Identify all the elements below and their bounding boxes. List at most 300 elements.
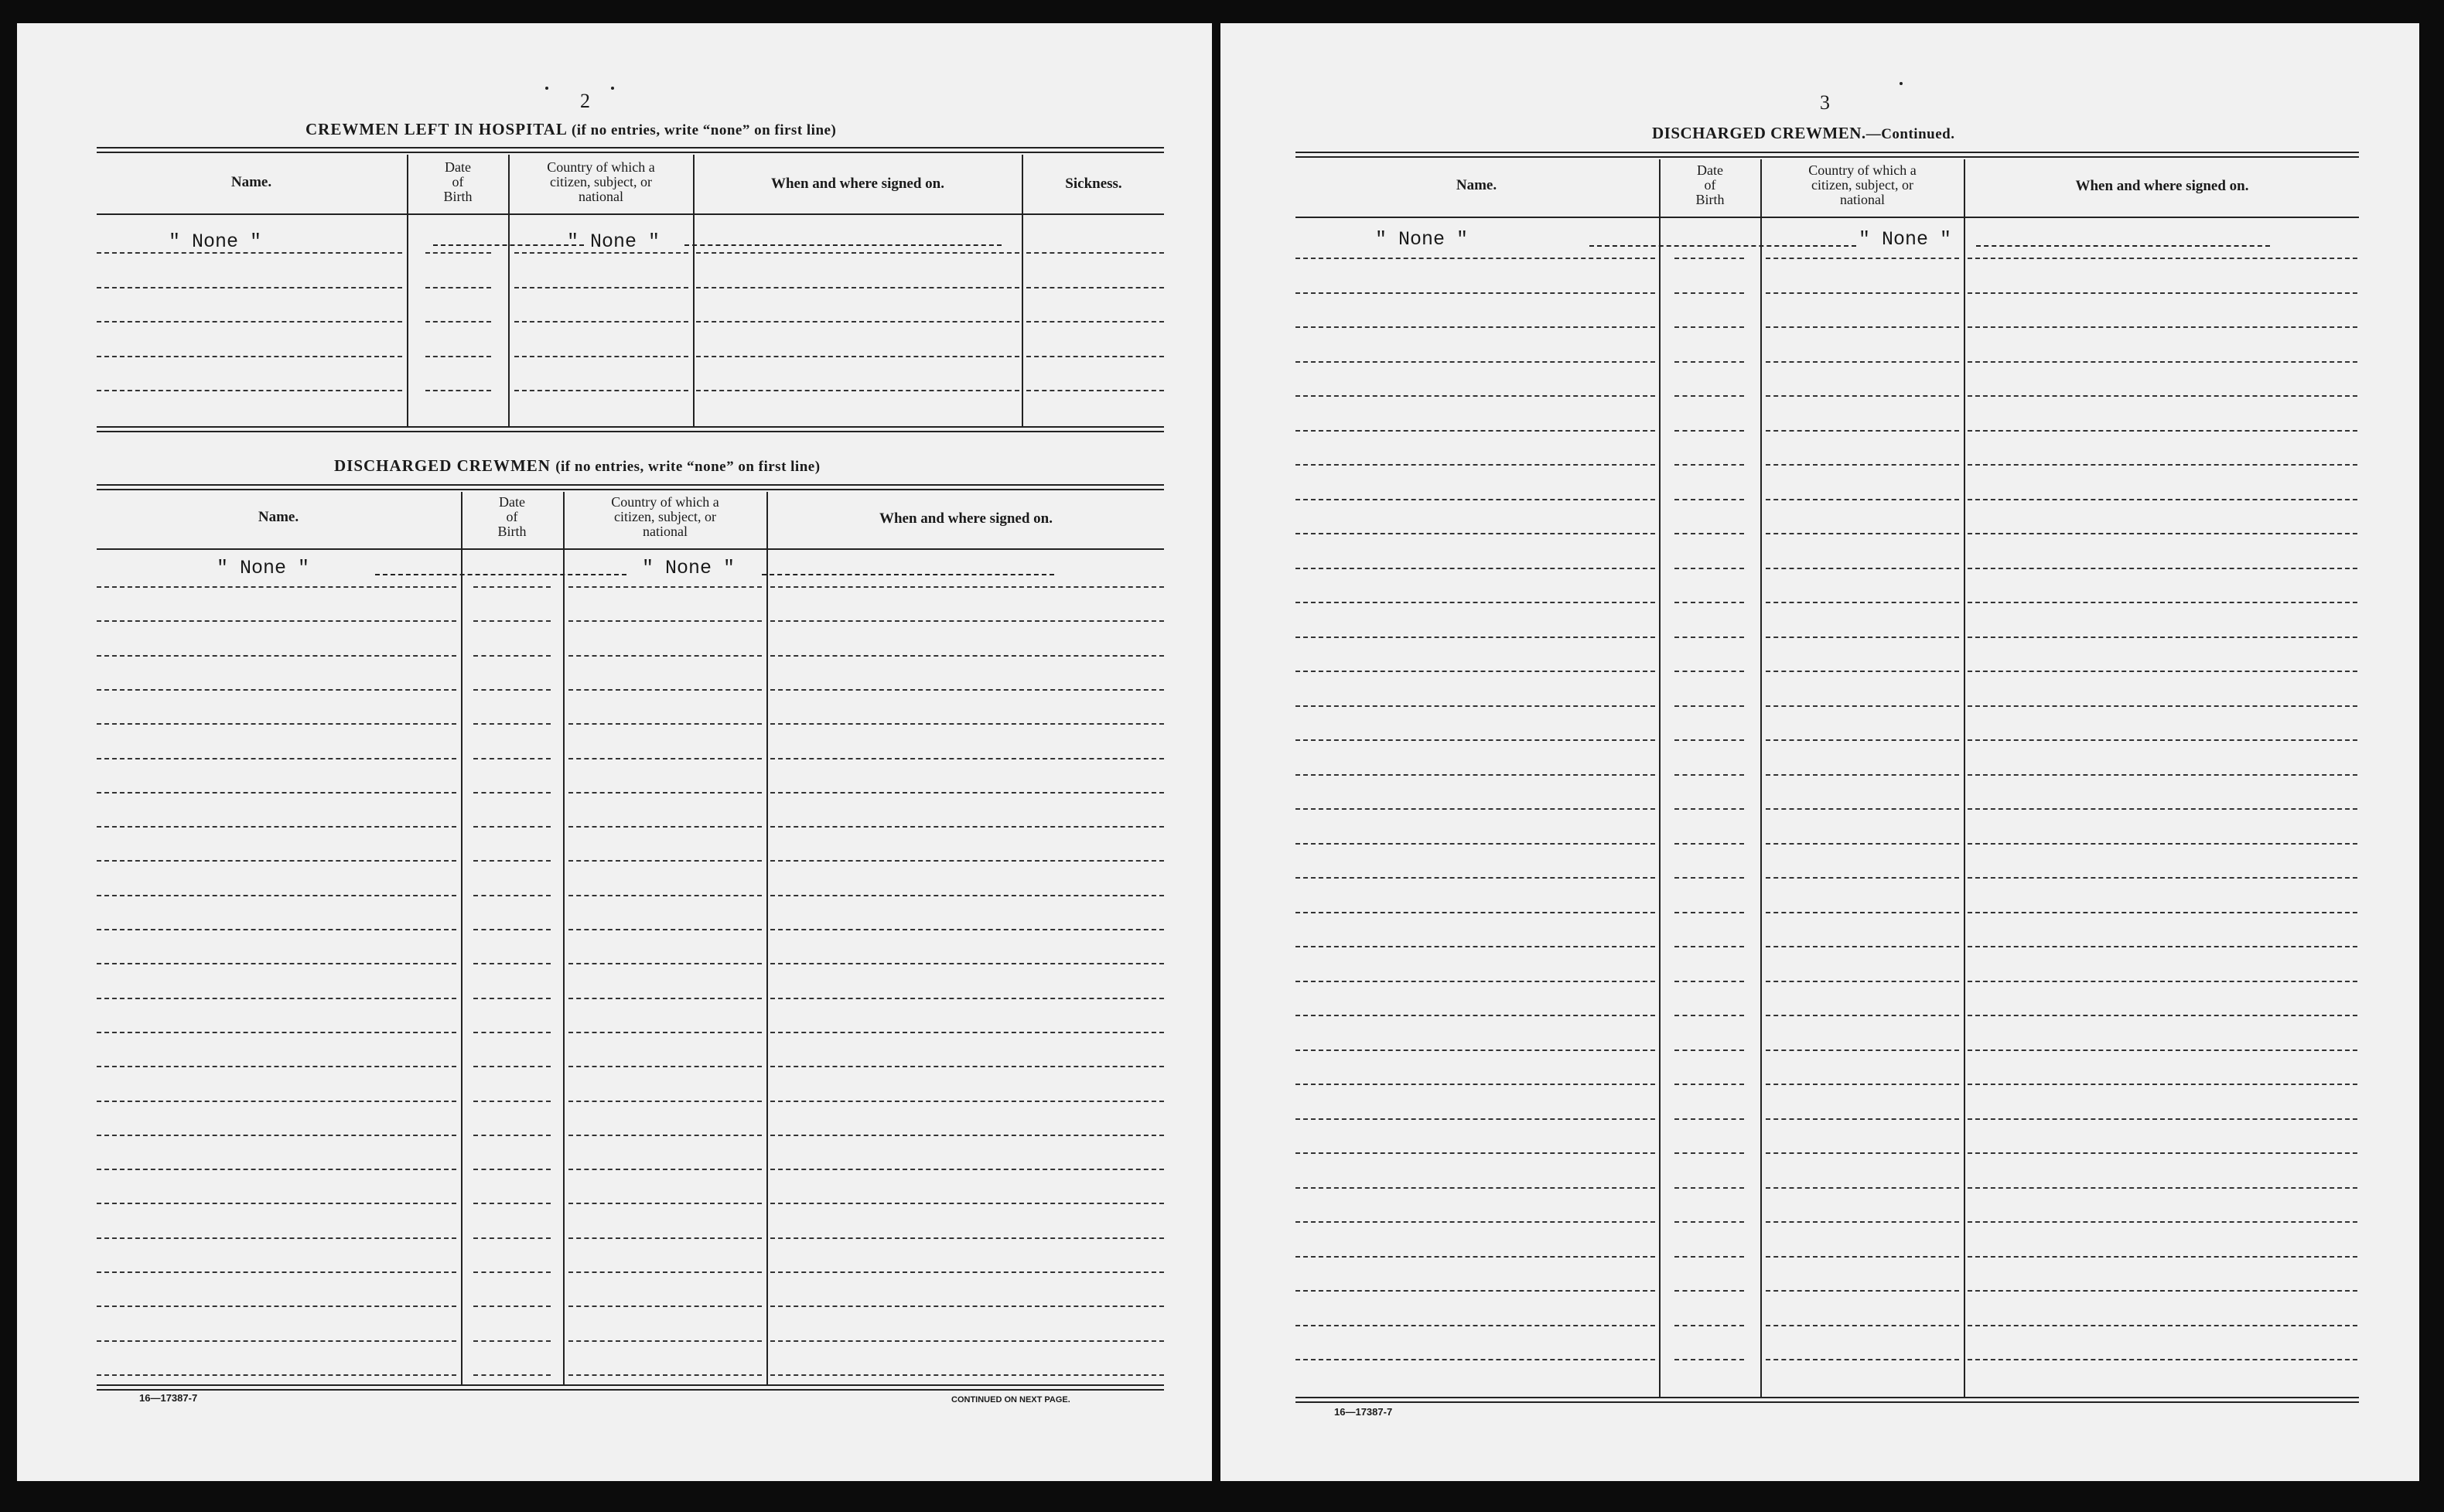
ruled-line (97, 792, 456, 794)
discharged-table-top-rule (97, 484, 1164, 490)
ruled-line (1968, 774, 2357, 776)
ruled-line (473, 758, 551, 759)
ruled-line (1674, 981, 1744, 982)
ruled-line (1766, 499, 1959, 500)
ruled-line (1766, 739, 1959, 741)
ruled-line (1295, 1015, 1655, 1016)
ruled-line (770, 895, 1164, 896)
ruled-line (1766, 361, 1959, 363)
ruled-line (1968, 326, 2357, 328)
ruled-line (770, 826, 1164, 828)
ruled-line (473, 860, 551, 862)
ruled-line (568, 689, 762, 691)
ruled-line (1766, 1050, 1959, 1051)
ruled-line (97, 1271, 456, 1273)
ruled-line (1674, 361, 1744, 363)
ruled-line (1968, 739, 2357, 741)
ruled-line (514, 287, 688, 288)
ruled-line (1766, 1325, 1959, 1326)
right-entry-dash (1976, 245, 2270, 247)
ruled-line (1968, 1015, 2357, 1016)
right-entry-dash (1589, 245, 1856, 247)
ruled-line (1766, 292, 1959, 294)
ruled-line (473, 1374, 551, 1376)
hospital-entry-country: " None " (567, 230, 660, 253)
ruled-line (473, 1271, 551, 1273)
ruled-line (97, 689, 456, 691)
ruled-line (568, 1203, 762, 1204)
ruled-line (1295, 808, 1655, 810)
ruled-line (1674, 602, 1744, 603)
ruled-line (473, 620, 551, 622)
ruled-line (1968, 602, 2357, 603)
ruled-line (696, 252, 1019, 254)
ruled-line (473, 963, 551, 964)
ruled-line (473, 792, 551, 794)
ruled-line (97, 929, 456, 930)
discharged-col-divider (563, 492, 565, 1386)
ruled-line (1674, 1221, 1744, 1223)
ruled-line (97, 1306, 456, 1307)
ruled-line (1968, 430, 2357, 432)
hospital-instruction: (if no entries, write “none” on first line) (571, 122, 837, 138)
ruled-line (1968, 1256, 2357, 1258)
ruled-line (1026, 321, 1164, 323)
ruled-line (1766, 1290, 1959, 1292)
ruled-line (473, 1135, 551, 1136)
ruled-line (473, 895, 551, 896)
ruled-line (1968, 1359, 2357, 1360)
hospital-entry-dash (684, 244, 1002, 246)
ruled-line (1766, 912, 1959, 913)
ruled-line (1674, 568, 1744, 569)
ruled-line (1674, 464, 1744, 466)
ruled-line (473, 1101, 551, 1102)
ruled-line (770, 1340, 1164, 1342)
ruled-line (1026, 356, 1164, 357)
right-entry-name: " None " (1375, 228, 1469, 251)
ruled-line (568, 1169, 762, 1170)
ruled-line (1766, 326, 1959, 328)
ruled-line (1674, 1152, 1744, 1154)
ruled-line (568, 586, 762, 588)
ruled-line (770, 586, 1164, 588)
hospital-table-top-rule (97, 147, 1164, 153)
ruled-line (1674, 1256, 1744, 1258)
ruled-line (1295, 774, 1655, 776)
ruled-line (568, 1101, 762, 1102)
ruled-line (1968, 1187, 2357, 1189)
ruled-line (1968, 981, 2357, 982)
right-title-suffix: —Continued. (1865, 126, 1955, 142)
ruled-line (1674, 1084, 1744, 1085)
hospital-title-text: CREWMEN LEFT IN HOSPITAL (306, 120, 567, 138)
ruled-line (1766, 637, 1959, 638)
hospital-entry-name: " None " (169, 230, 262, 253)
ruled-line (1026, 287, 1164, 288)
ruled-line (568, 998, 762, 999)
continued-note: CONTINUED ON NEXT PAGE. (951, 1395, 1070, 1404)
discharged-col-signed-on: When and where signed on. (879, 510, 1053, 527)
ruled-line (1295, 1290, 1655, 1292)
ruled-line (1968, 533, 2357, 534)
hospital-col-name: Name. (230, 174, 272, 190)
ruled-line (1968, 1152, 2357, 1154)
ruled-line (770, 1306, 1164, 1307)
ruled-line (97, 1032, 456, 1033)
ruled-line (770, 963, 1164, 964)
ruled-line (568, 792, 762, 794)
ruled-line (568, 929, 762, 930)
ruled-line (473, 586, 551, 588)
ruled-line (425, 356, 491, 357)
ruled-line (1674, 705, 1744, 707)
right-table-bottom-rule (1295, 1397, 2359, 1403)
ruled-line (568, 1271, 762, 1273)
ruled-line (770, 929, 1164, 930)
ruled-line (473, 1306, 551, 1307)
ruled-line (1295, 946, 1655, 947)
ruled-line (770, 689, 1164, 691)
ruled-line (1295, 1152, 1655, 1154)
ruled-line (1295, 1050, 1655, 1051)
ruled-line (1968, 292, 2357, 294)
ruled-line (97, 1237, 456, 1239)
ruled-line (97, 1135, 456, 1136)
ruled-line (1766, 1152, 1959, 1154)
ruled-line (1968, 499, 2357, 500)
ruled-line (770, 1237, 1164, 1239)
ruled-line (473, 929, 551, 930)
ruled-line (1674, 912, 1744, 913)
discharged-entry-name: " None " (217, 557, 310, 579)
ruled-line (1968, 1084, 2357, 1085)
right-col-divider (1964, 159, 1965, 1398)
paper-speck (545, 87, 548, 90)
ruled-line (1968, 808, 2357, 810)
discharged-table-bottom-rule (97, 1384, 1164, 1391)
ruled-line (1295, 981, 1655, 982)
ruled-line (1968, 395, 2357, 397)
discharged-col-divider (766, 492, 768, 1386)
ruled-line (1674, 1325, 1744, 1326)
ruled-line (1674, 533, 1744, 534)
ruled-line (425, 390, 491, 391)
ruled-line (97, 1066, 456, 1067)
ruled-line (568, 1306, 762, 1307)
discharged-col-dob: Date of Birth (497, 494, 527, 539)
form-number-left: 16—17387-7 (139, 1392, 198, 1404)
right-col-divider (1659, 159, 1661, 1398)
right-col-country: Country of which a citizen, subject, or national (1808, 162, 1917, 207)
ruled-line (770, 1271, 1164, 1273)
ruled-line (1968, 912, 2357, 913)
ruled-line (97, 998, 456, 999)
hospital-col-divider (1022, 155, 1023, 427)
ruled-line (1295, 326, 1655, 328)
ruled-line (568, 723, 762, 725)
ruled-line (1766, 1187, 1959, 1189)
right-col-signed-on: When and where signed on. (2075, 178, 2249, 194)
ruled-line (1766, 568, 1959, 569)
ruled-line (1295, 499, 1655, 500)
ruled-line (1766, 1118, 1959, 1120)
ruled-line (770, 860, 1164, 862)
ruled-line (97, 287, 402, 288)
ruled-line (1674, 843, 1744, 845)
ruled-line (97, 390, 402, 391)
ruled-line (1295, 533, 1655, 534)
ruled-line (1766, 1359, 1959, 1360)
ruled-line (568, 895, 762, 896)
ruled-line (1674, 877, 1744, 879)
ruled-line (1295, 1221, 1655, 1223)
ruled-line (1026, 252, 1164, 254)
right-col-name: Name. (1456, 177, 1497, 193)
ruled-line (1968, 1221, 2357, 1223)
ruled-line (1674, 637, 1744, 638)
ruled-line (568, 1340, 762, 1342)
ruled-line (1968, 258, 2357, 259)
ruled-line (696, 321, 1019, 323)
ruled-line (1766, 602, 1959, 603)
ruled-line (770, 1203, 1164, 1204)
ruled-line (770, 620, 1164, 622)
ruled-line (1295, 1118, 1655, 1120)
right-col-divider (1760, 159, 1762, 1398)
page-number-right: 3 (1820, 91, 1830, 114)
ruled-line (1766, 843, 1959, 845)
ruled-line (1674, 946, 1744, 947)
ruled-line (770, 1169, 1164, 1170)
hospital-col-sickness: Sickness. (1065, 176, 1122, 192)
ruled-line (97, 723, 456, 725)
ruled-line (1295, 430, 1655, 432)
ruled-line (770, 1066, 1164, 1067)
ruled-line (1968, 568, 2357, 569)
hospital-section-title (306, 120, 836, 139)
discharged-col-divider (461, 492, 463, 1386)
ruled-line (1674, 395, 1744, 397)
ruled-line (1295, 1325, 1655, 1326)
ruled-line (1674, 430, 1744, 432)
ruled-line (770, 792, 1164, 794)
discharged-instruction: (if no entries, write “none” on first line) (555, 459, 821, 475)
ruled-line (1766, 946, 1959, 947)
ruled-line (1674, 499, 1744, 500)
ruled-line (1674, 1187, 1744, 1189)
ruled-line (1295, 602, 1655, 603)
ruled-line (1295, 843, 1655, 845)
ruled-line (770, 1032, 1164, 1033)
ruled-line (1766, 981, 1959, 982)
ruled-line (1674, 1290, 1744, 1292)
ruled-line (1674, 1015, 1744, 1016)
ruled-line (1674, 326, 1744, 328)
ruled-line (1968, 361, 2357, 363)
ruled-line (1766, 774, 1959, 776)
ruled-line (97, 586, 456, 588)
ruled-line (770, 1101, 1164, 1102)
ruled-line (1295, 637, 1655, 638)
ruled-line (568, 655, 762, 657)
hospital-col-country: Country of which a citizen, subject, or national (547, 159, 655, 204)
form-number-right: 16—17387-7 (1334, 1406, 1393, 1418)
ruled-line (1968, 705, 2357, 707)
ruled-line (1968, 1118, 2357, 1120)
ruled-line (568, 826, 762, 828)
ruled-line (568, 963, 762, 964)
right-table-top-rule (1295, 152, 2359, 158)
ruled-line (1295, 292, 1655, 294)
ruled-line (568, 620, 762, 622)
ruled-line (1766, 464, 1959, 466)
discharged-header-rule (97, 548, 1164, 550)
hospital-col-divider (693, 155, 695, 427)
ruled-line (1295, 1187, 1655, 1189)
ruled-line (1674, 1359, 1744, 1360)
ruled-line (1026, 390, 1164, 391)
ruled-line (1295, 705, 1655, 707)
ruled-line (1968, 877, 2357, 879)
ruled-line (1766, 533, 1959, 534)
ruled-line (568, 1032, 762, 1033)
ruled-line (473, 689, 551, 691)
discharged-entry-country: " None " (642, 557, 736, 579)
hospital-col-dob: Date of Birth (443, 159, 473, 204)
ruled-line (473, 1340, 551, 1342)
ruled-line (473, 723, 551, 725)
hospital-table-bottom-rule (97, 426, 1164, 432)
ruled-line (1674, 258, 1744, 259)
ruled-line (97, 1101, 456, 1102)
ruled-line (1766, 705, 1959, 707)
page-number-left: 2 (580, 90, 590, 112)
ruled-line (1766, 1015, 1959, 1016)
ruled-line (1295, 395, 1655, 397)
ruled-line (473, 1066, 551, 1067)
ruled-line (1968, 1050, 2357, 1051)
ruled-line (1766, 1221, 1959, 1223)
discharged-title-text: DISCHARGED CREWMEN (334, 456, 551, 475)
right-col-dob: Date of Birth (1695, 162, 1725, 207)
ruled-line (473, 1169, 551, 1170)
ruled-line (770, 655, 1164, 657)
hospital-col-signed-on: When and where signed on. (770, 176, 944, 192)
discharged-section-title (334, 456, 821, 476)
ruled-line (97, 1340, 456, 1342)
ruled-line (97, 1169, 456, 1170)
ruled-line (1295, 1256, 1655, 1258)
ruled-line (97, 356, 402, 357)
ruled-line (97, 895, 456, 896)
paper-speck (611, 87, 614, 90)
ruled-line (1295, 1359, 1655, 1360)
ruled-line (97, 1203, 456, 1204)
ruled-line (97, 655, 456, 657)
ruled-line (1968, 843, 2357, 845)
ruled-line (1295, 464, 1655, 466)
ruled-line (568, 1066, 762, 1067)
paper-speck (1900, 82, 1903, 85)
ruled-line (97, 321, 402, 323)
ruled-line (473, 655, 551, 657)
ruled-line (1968, 637, 2357, 638)
ruled-line (1295, 671, 1655, 672)
ruled-line (97, 860, 456, 862)
ruled-line (696, 390, 1019, 391)
ruled-line (1766, 877, 1959, 879)
ruled-line (1674, 671, 1744, 672)
ruled-line (770, 723, 1164, 725)
ruled-line (1295, 877, 1655, 879)
ruled-line (1766, 808, 1959, 810)
ruled-line (1295, 258, 1655, 259)
right-title-text: DISCHARGED CREWMEN. (1652, 124, 1866, 142)
ruled-line (1295, 739, 1655, 741)
ruled-line (1674, 739, 1744, 741)
right-entry-country: " None " (1859, 228, 1952, 251)
hospital-entry-dash (433, 244, 584, 246)
ruled-line (568, 758, 762, 759)
ruled-line (568, 1374, 762, 1376)
ruled-line (473, 1237, 551, 1239)
ruled-line (1968, 946, 2357, 947)
ruled-line (473, 998, 551, 999)
ruled-line (1295, 568, 1655, 569)
ruled-line (1766, 395, 1959, 397)
ruled-line (1968, 464, 2357, 466)
ruled-line (568, 1237, 762, 1239)
ruled-line (1766, 671, 1959, 672)
ruled-line (770, 1135, 1164, 1136)
ruled-line (1674, 808, 1744, 810)
ruled-line (1295, 361, 1655, 363)
hospital-header-rule (97, 213, 1164, 215)
ruled-line (568, 1135, 762, 1136)
ruled-line (1968, 671, 2357, 672)
ruled-line (473, 826, 551, 828)
ruled-line (1295, 1084, 1655, 1085)
ruled-line (1766, 430, 1959, 432)
ruled-line (425, 252, 491, 254)
ruled-line (1674, 1050, 1744, 1051)
ruled-line (1766, 1256, 1959, 1258)
ruled-line (696, 356, 1019, 357)
ruled-line (1674, 1118, 1744, 1120)
discharged-col-name: Name. (258, 509, 299, 525)
ruled-line (473, 1203, 551, 1204)
ruled-line (1766, 1084, 1959, 1085)
ruled-line (97, 620, 456, 622)
discharged-entry-dash (762, 574, 1054, 575)
ruled-line (97, 758, 456, 759)
ruled-line (1674, 292, 1744, 294)
ruled-line (696, 287, 1019, 288)
ruled-line (425, 287, 491, 288)
ruled-line (770, 998, 1164, 999)
ruled-line (473, 1032, 551, 1033)
discharged-col-country: Country of which a citizen, subject, or national (611, 494, 719, 539)
ruled-line (97, 826, 456, 828)
right-section-title (1652, 124, 1954, 143)
ruled-line (514, 356, 688, 357)
ruled-line (1766, 258, 1959, 259)
ruled-line (514, 390, 688, 391)
ruled-line (97, 963, 456, 964)
ruled-line (568, 860, 762, 862)
ruled-line (97, 1374, 456, 1376)
